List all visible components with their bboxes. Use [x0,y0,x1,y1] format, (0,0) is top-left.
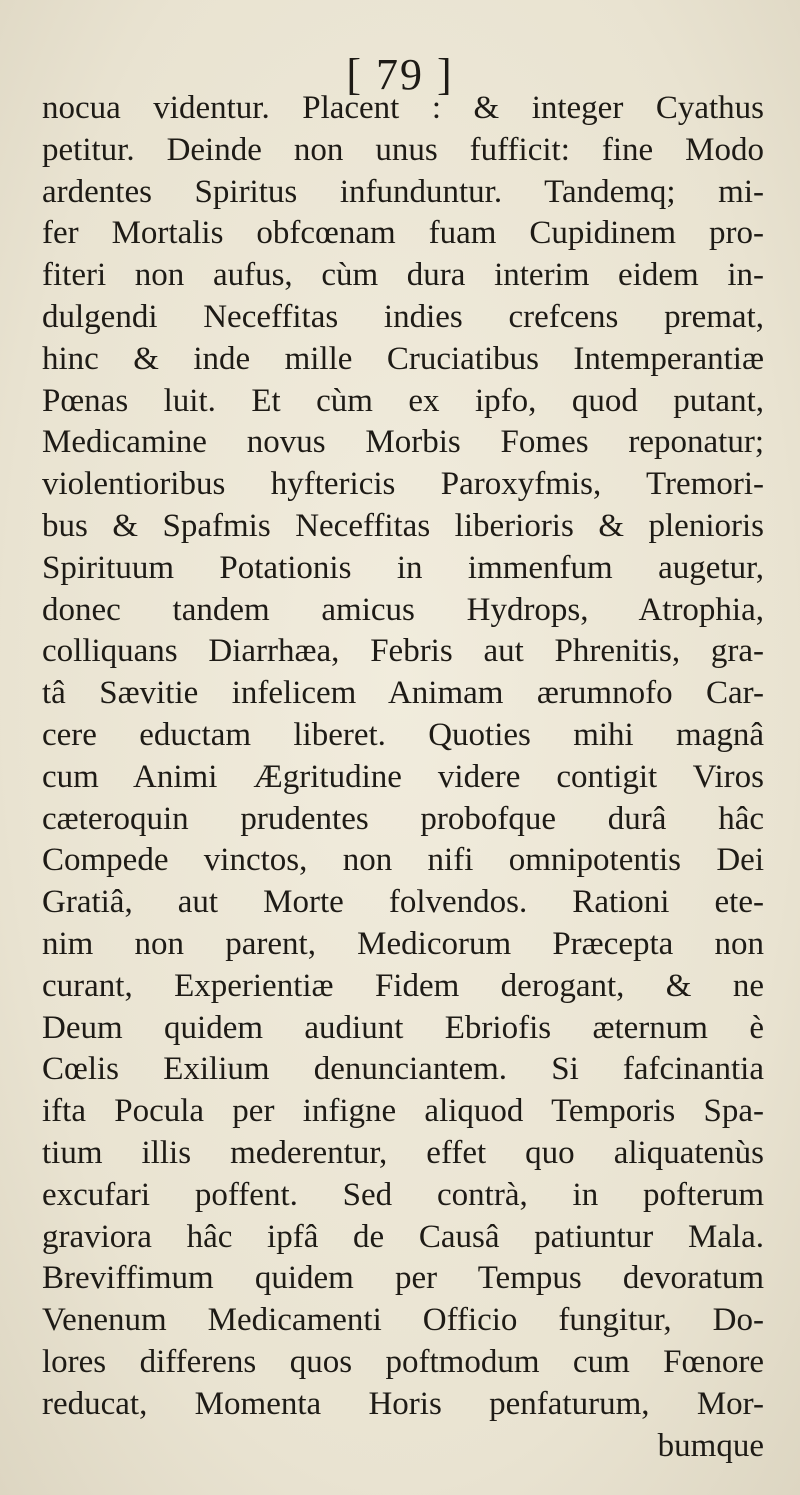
text-line: Gratiâ, aut Morte folvendos. Rationi ete- [42,884,764,921]
text-line: Venenum Medicamenti Officio fungitur, Do- [42,1302,764,1339]
text-line: tium illis mederentur, effet quo aliquatenùs [42,1134,764,1171]
text-line: excufari poffent. Sed contrà, in pofterum [42,1176,764,1213]
text-line: nocua videntur. Placent : & integer Cyathus [42,90,764,126]
text-line: reducat, Momenta Horis penfaturum, Mor- [42,1385,764,1422]
text-line: Deum quidem audiunt Ebriofis æternum è [42,1009,764,1046]
text-line: Breviffimum quidem per Tempus devoratum [42,1260,764,1297]
body-text [42,88,764,1467]
text-line: curant, Experientiæ Fidem derogant, & ne [42,967,764,1004]
text-line: Compede vinctos, non nifi omnipotentis Dei [42,842,764,879]
text-line: fiteri non aufus, cùm dura interim eidem in- [42,257,764,294]
text-line: fer Mortalis obfcœnam fuam Cupidinem pro- [42,215,764,252]
text-line: lores differens quos poftmodum cum Fœnore [42,1343,764,1380]
text-line: Pœnas luit. Et cùm ex ipfo, quod putant, [42,382,764,419]
text-line: cæteroquin prudentes probofque durâ hâc [42,800,764,837]
text-line: violentioribus hyftericis Paroxyfmis, Tremori- [42,466,764,503]
text-line: colliquans Diarrhæa, Febris aut Phrenitis, gra- [42,633,764,670]
text-line: hinc & inde mille Cruciatibus Intemperantiæ [42,340,764,377]
text-line: ifta Pocula per infigne aliquod Temporis Spa- [42,1093,764,1130]
text-line: Cœlis Exilium denunciantem. Si fafcinantia [42,1051,764,1088]
text-line: dulgendi Neceffitas indies crefcens premat, [42,298,764,335]
text-line: Medicamine novus Morbis Fomes reponatur; [42,424,764,461]
text-line: bus & Spafmis Neceffitas liberioris & plenioris [42,507,764,544]
text-line: cum Animi Ægritudine videre contigit Viros [42,758,764,795]
text-line: tâ Sævitie infelicem Animam ærumnofo Car- [42,675,764,712]
text-line: graviora hâc ipfâ de Causâ patiuntur Mala. [42,1218,764,1255]
text-line: cere eductam liberet. Quoties mihi magnâ [42,716,764,753]
text-line: nim non parent, Medicorum Præcepta non [42,925,764,962]
text-line: petitur. Deinde non unus fufficit: fine Modo [42,131,764,168]
text-line: donec tandem amicus Hydrops, Atrophia, [42,591,764,628]
text-line: Spirituum Potationis in immenfum augetur, [42,549,764,586]
page-number: [ 79 ] [346,50,454,99]
catchword: bumque [657,1427,764,1464]
text-line: ardentes Spiritus infunduntur. Tandemq; mi- [42,173,764,210]
